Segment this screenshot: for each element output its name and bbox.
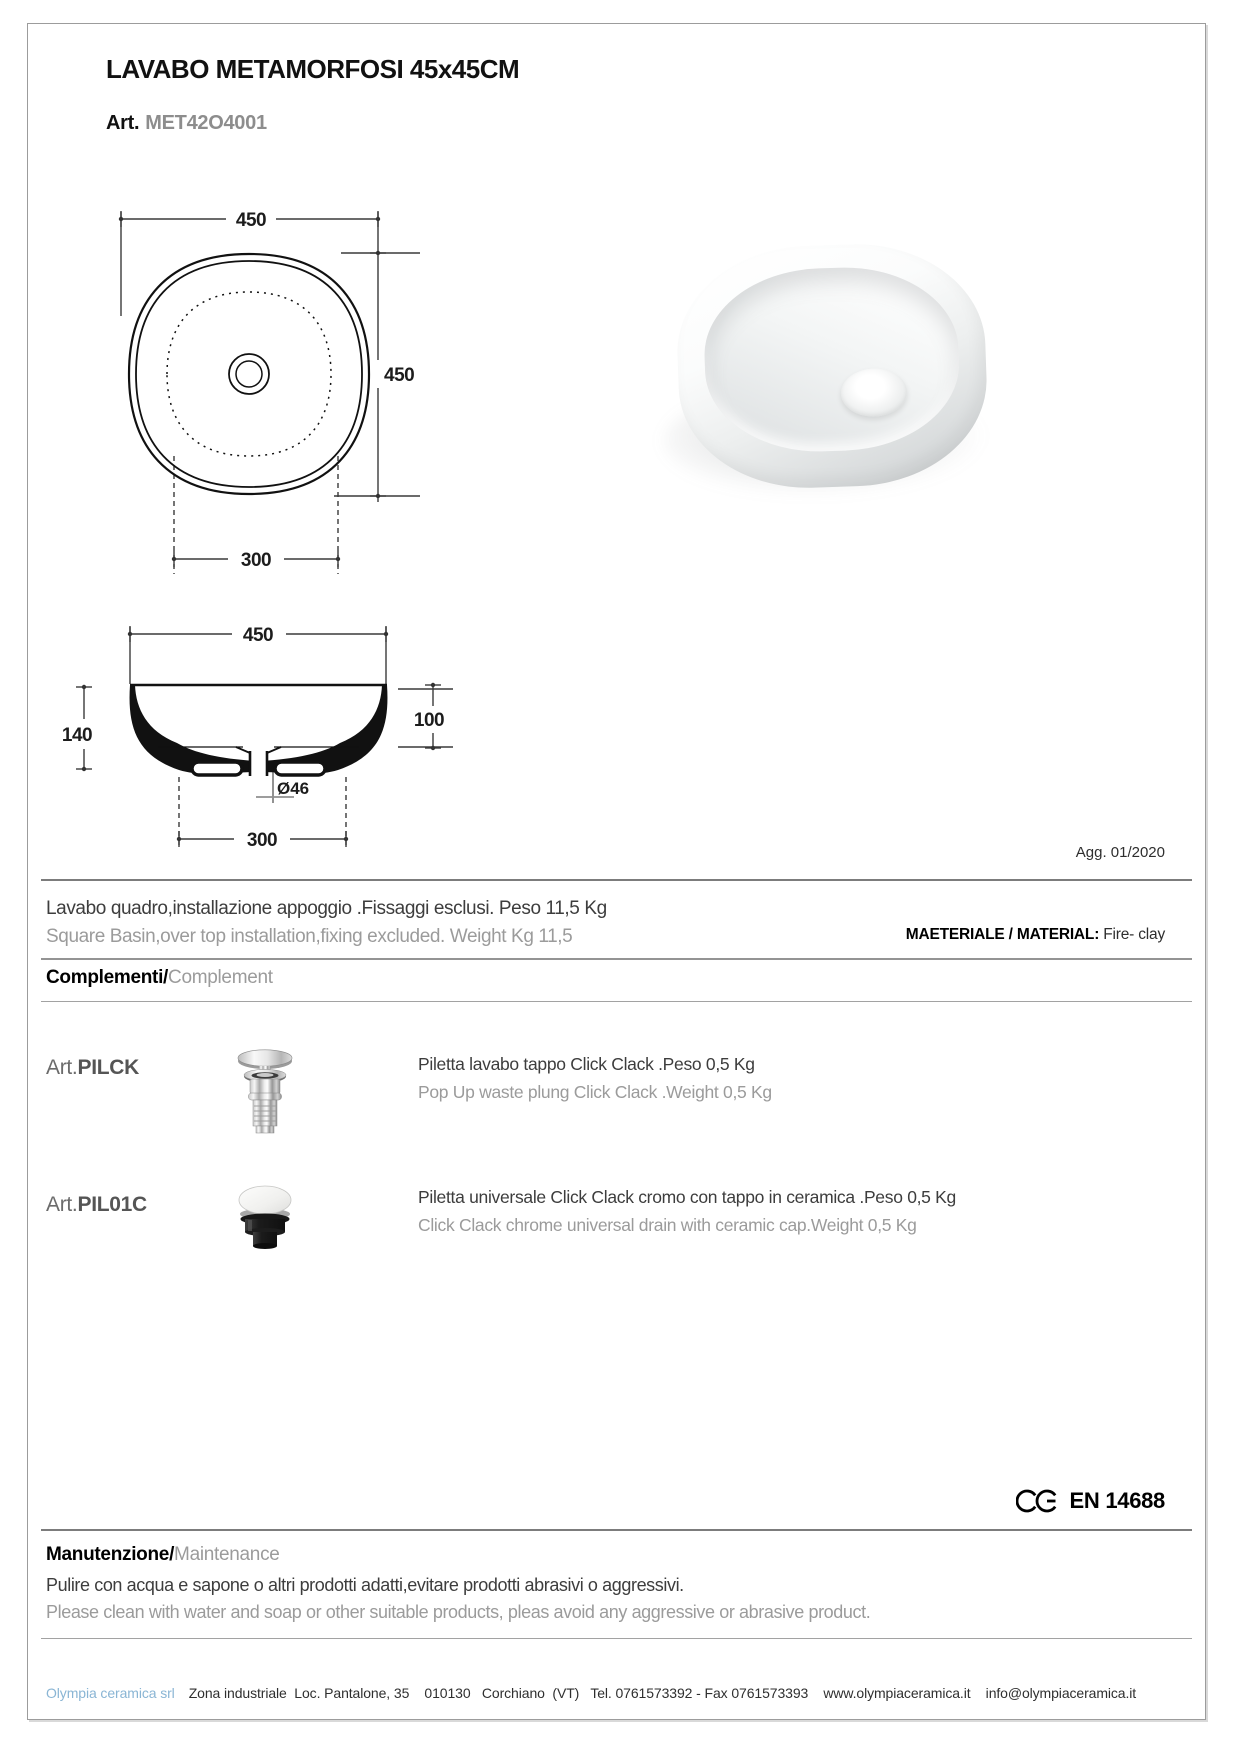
side-view-depth-label: 100 xyxy=(413,710,445,731)
maintenance-heading-en: Maintenance xyxy=(174,1544,280,1565)
top-view-base-label: 300 xyxy=(240,550,272,571)
certification-line xyxy=(1016,1488,1165,1514)
maintenance-heading xyxy=(46,1544,280,1566)
divider xyxy=(41,1638,1192,1639)
ce-mark-icon xyxy=(1016,1488,1060,1514)
art-code: PIL01C xyxy=(77,1193,147,1216)
complements-heading-en: Complement xyxy=(168,967,273,988)
material-line xyxy=(906,926,1165,944)
article-label: Art. xyxy=(106,112,140,134)
company-name: Olympia ceramica srl xyxy=(46,1685,175,1701)
description-it: Lavabo quadro,installazione appoggio .Fissaggi esclusi. Peso 11,5 Kg xyxy=(46,898,607,919)
page-title: LAVABO METAMORFOSI 45x45CM xyxy=(106,54,520,84)
article-line xyxy=(106,112,267,135)
company-address: Zona industriale Loc. Pantalone, 35 010130 Corchiano (VT) Tel. 0761573392 - Fax 0761573393 www.olympiaceramica.it info@olympiaceramica.it xyxy=(188,1685,1137,1701)
maintenance-text-it: Pulire con acqua e sapone o altri prodotti adatti,evitare prodotti abrasivi o aggressivi. xyxy=(46,1575,684,1595)
basin-bowl xyxy=(702,264,962,456)
top-view-drawing xyxy=(68,184,468,584)
complements-heading-it: Complementi/ xyxy=(46,967,169,988)
standard-label: EN 14688 xyxy=(1069,1488,1165,1513)
datasheet-page xyxy=(27,23,1206,1720)
update-note: Agg. 01/2020 xyxy=(1075,844,1165,861)
product-photo xyxy=(643,229,1013,519)
side-view-height-label: 140 xyxy=(61,725,93,746)
side-view-width-label: 450 xyxy=(242,625,274,646)
divider xyxy=(41,879,1192,881)
complement-desc-en: Click Clack chrome universal drain with ceramic cap.Weight 0,5 Kg xyxy=(418,1215,917,1235)
maintenance-text-en: Please clean with water and soap or other suitable products, pleas avoid any aggressive or abrasive product. xyxy=(46,1602,871,1622)
chrome-popup-drain-image xyxy=(236,1049,294,1135)
divider xyxy=(41,958,1192,960)
article-code: MET42O4001 xyxy=(145,112,267,134)
complements-heading xyxy=(46,967,273,989)
art-code: PILCK xyxy=(77,1056,139,1079)
complement-desc-en: Pop Up waste plung Click Clack .Weight 0,5 Kg xyxy=(418,1082,772,1102)
side-view-base-label: 300 xyxy=(246,830,278,851)
top-view-width-label: 450 xyxy=(235,210,267,231)
top-view-height-label: 450 xyxy=(384,365,415,386)
art-label: Art. xyxy=(46,1056,78,1079)
side-view-drawing xyxy=(46,601,461,873)
basin-body xyxy=(674,240,990,493)
divider xyxy=(41,1529,1192,1531)
complement-art-pilck xyxy=(46,1056,139,1080)
ceramic-cap-drain-image xyxy=(236,1184,294,1256)
description-en: Square Basin,over top installation,fixing excluded. Weight Kg 11,5 xyxy=(46,926,573,947)
divider xyxy=(41,1001,1192,1002)
maintenance-heading-it: Manutenzione/ xyxy=(46,1544,175,1565)
basin-drain-cap xyxy=(840,368,908,418)
complement-art-pil01c xyxy=(46,1193,147,1217)
material-label: MAETERIALE / MATERIAL: xyxy=(905,926,1100,943)
material-value: Fire- clay xyxy=(1103,926,1165,943)
art-label: Art. xyxy=(46,1193,78,1216)
footer xyxy=(46,1685,1136,1701)
complement-desc-it: Piletta universale Click Clack cromo con tappo in ceramica .Peso 0,5 Kg xyxy=(418,1187,956,1207)
side-view-drain-label: Ø46 xyxy=(277,779,310,798)
complement-desc-it: Piletta lavabo tappo Click Clack .Peso 0,5 Kg xyxy=(418,1054,755,1074)
